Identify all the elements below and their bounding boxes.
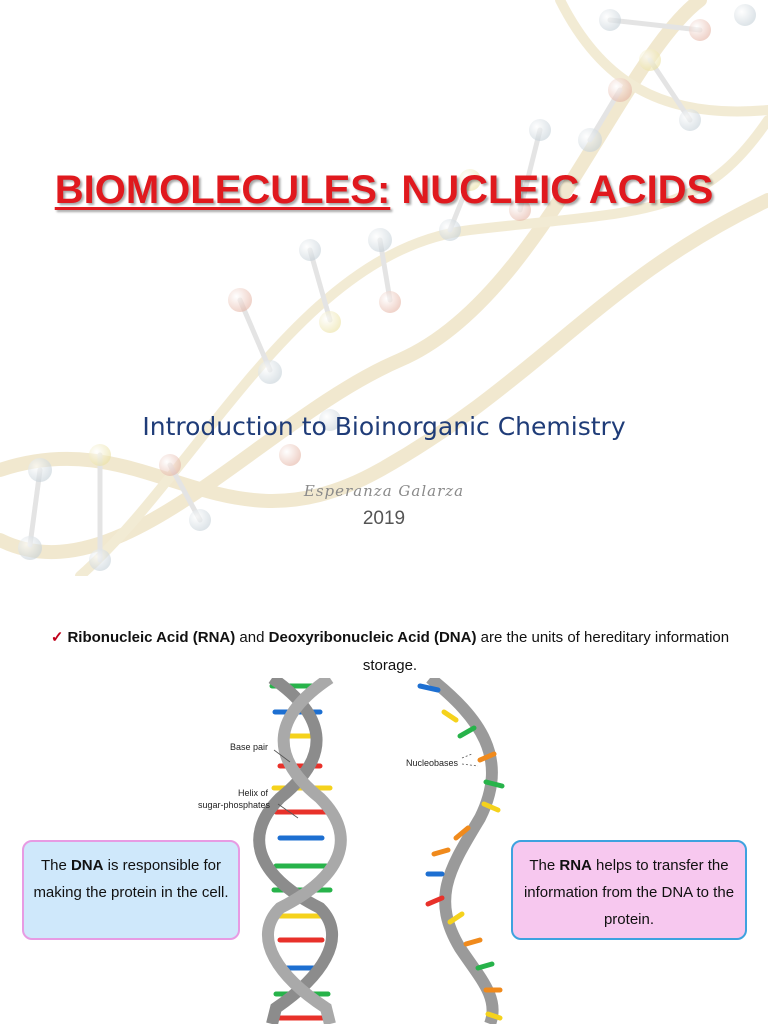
rna-callout bbox=[511, 840, 747, 940]
slide-gap bbox=[0, 576, 768, 588]
dna-callout-term: DNA bbox=[70, 857, 104, 874]
bullet-and: and bbox=[235, 629, 269, 646]
rna-callout-pre: The bbox=[529, 857, 560, 874]
dna-callout bbox=[22, 840, 240, 940]
label-helix-line2: sugar-phosphates bbox=[198, 800, 271, 810]
nucleic-acids-slide bbox=[0, 588, 768, 1024]
rna-callout-text: helps to transfer the information from the DNA to the protein. bbox=[523, 857, 735, 928]
checkmark-icon: ✓ bbox=[50, 629, 64, 646]
dna-callout-pre: The bbox=[40, 857, 71, 874]
dna-callout-text: is responsible for making the protein in the cell. bbox=[33, 857, 229, 901]
bullet-point bbox=[40, 624, 740, 680]
rna-callout-term: RNA bbox=[559, 857, 592, 874]
rna-term: Ribonucleic Acid (RNA) bbox=[67, 629, 236, 646]
bullet-rest: are the units of hereditary information storage. bbox=[362, 629, 730, 674]
year-label: 2019 bbox=[362, 508, 406, 529]
dna-double-helix-icon bbox=[259, 678, 341, 1024]
label-nucleobases: Nucleobases bbox=[406, 758, 459, 768]
rna-strand-icon bbox=[420, 678, 502, 1024]
slide-title bbox=[0, 168, 768, 213]
title-part-biomolecules: BIOMOLECULES: bbox=[54, 168, 391, 212]
slide-subtitle: Introduction to Bioinorganic Chemistry bbox=[142, 412, 626, 441]
label-base-pair: Base pair bbox=[230, 742, 269, 752]
title-part-nucleic-acids: NUCLEIC ACIDS bbox=[390, 168, 714, 212]
author-signature: Esperanza Galarza bbox=[303, 482, 465, 500]
dna-term: Deoxyribonucleic Acid (DNA) bbox=[268, 629, 477, 646]
label-helix-line1: Helix of bbox=[238, 788, 269, 798]
